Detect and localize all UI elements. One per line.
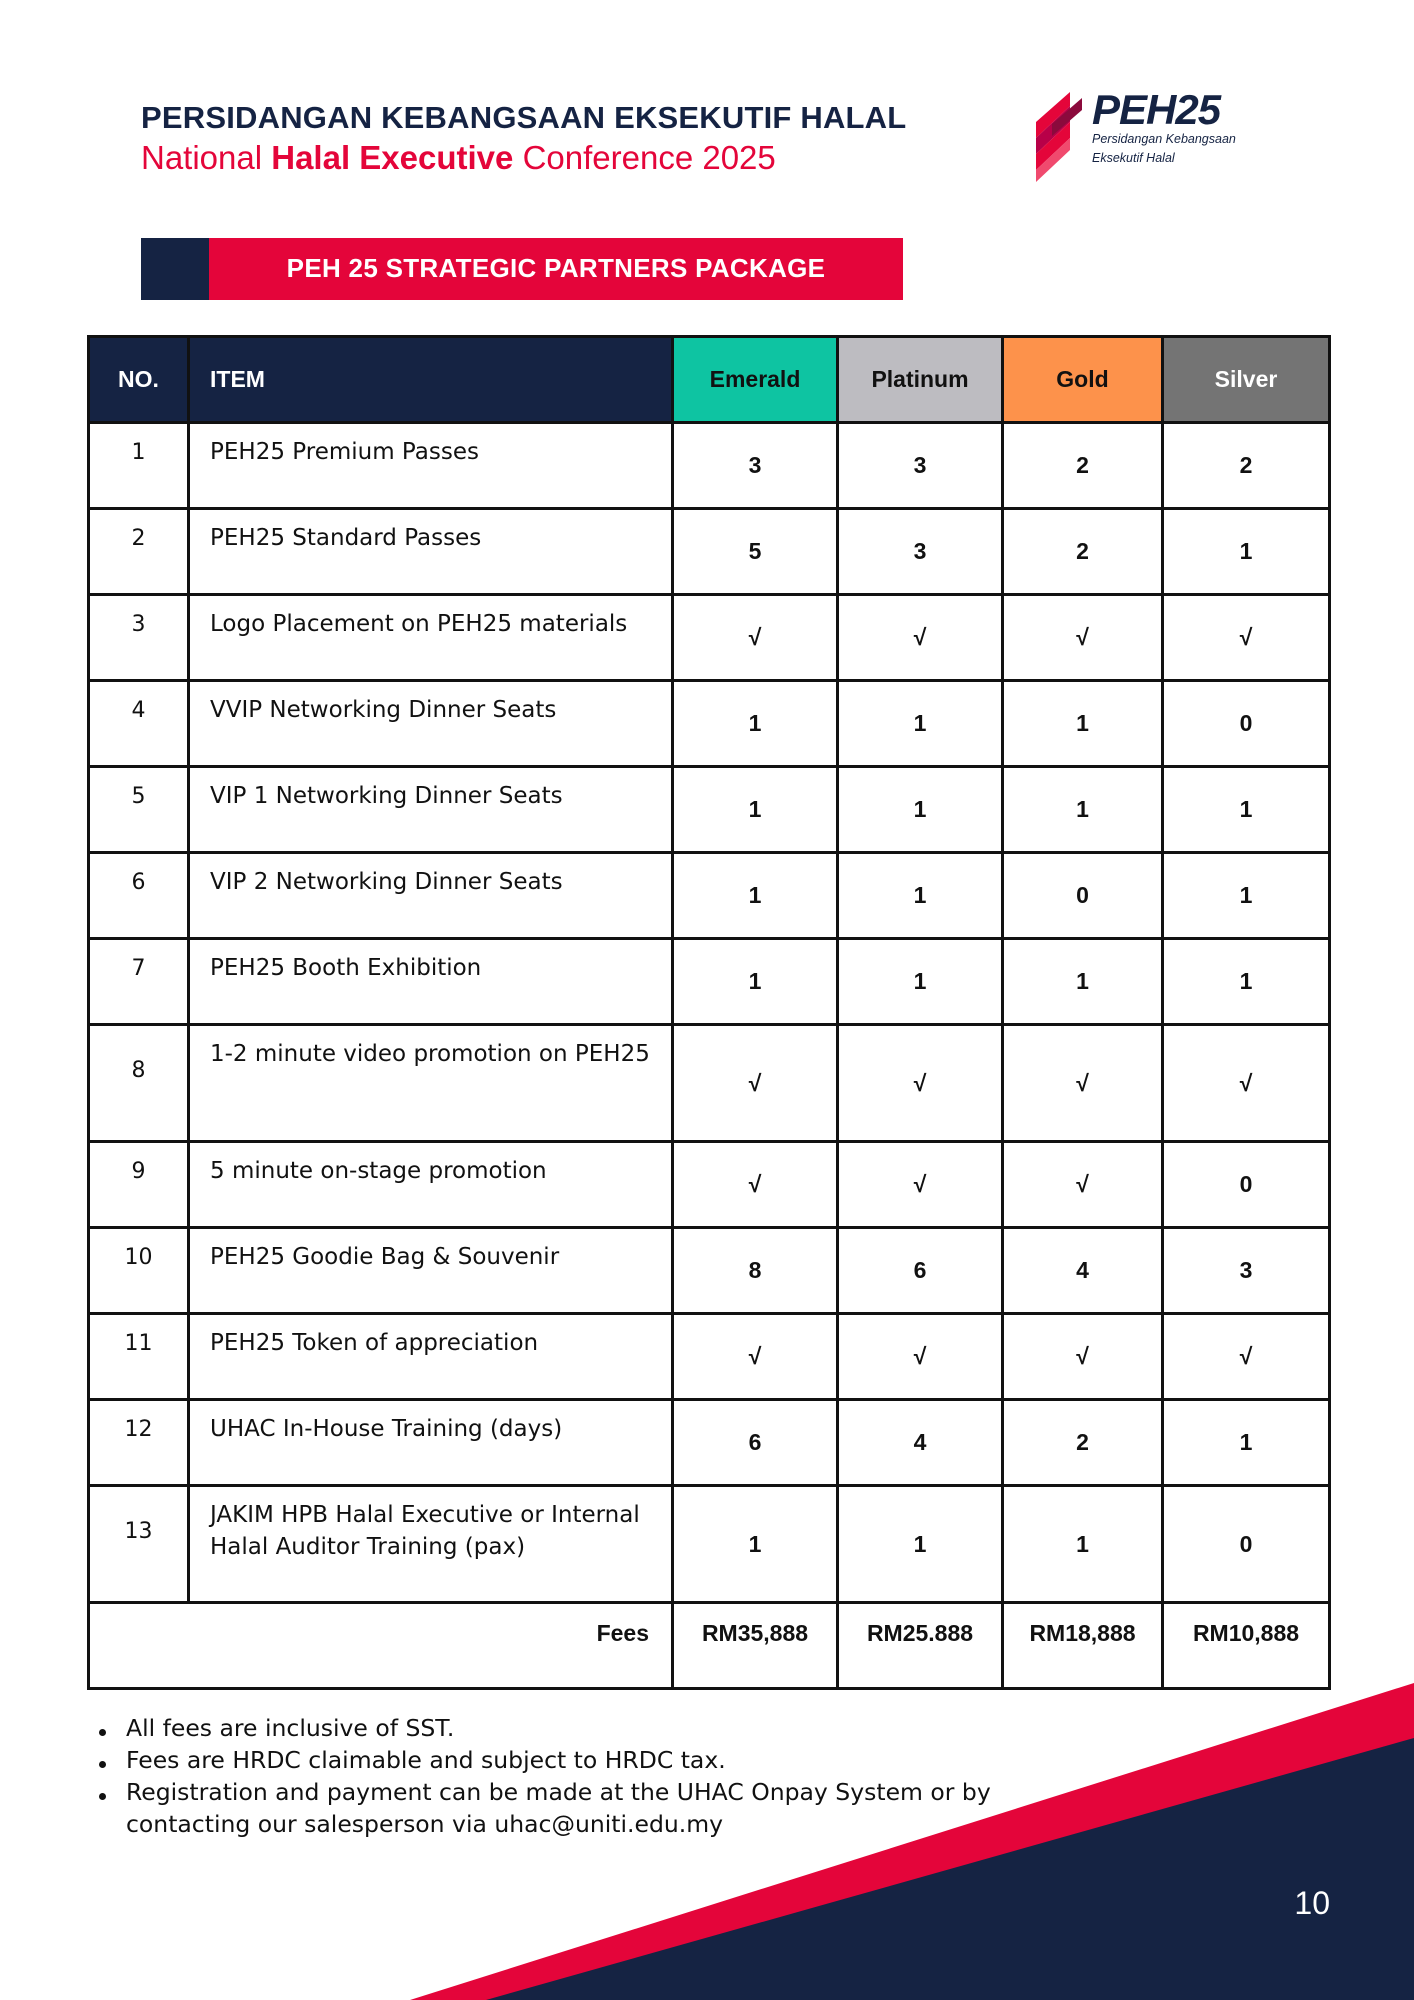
logo-tagline: [1092, 130, 1236, 168]
silver-value: 1: [1163, 509, 1330, 595]
row-item: PEH25 Goodie Bag & Souvenir: [189, 1228, 673, 1314]
silver-value: √: [1163, 1314, 1330, 1400]
emerald-value: 5: [673, 509, 838, 595]
gold-value: 1: [1003, 1486, 1163, 1603]
row-number: 4: [89, 681, 189, 767]
silver-value: 3: [1163, 1228, 1330, 1314]
page-number: 10: [1294, 1885, 1330, 1921]
row-number: 3: [89, 595, 189, 681]
emerald-value: 8: [673, 1228, 838, 1314]
row-item: PEH25 Booth Exhibition: [189, 939, 673, 1025]
header-emerald: Emerald: [673, 337, 838, 423]
platinum-fee: RM25.888: [838, 1603, 1003, 1689]
gold-value: 1: [1003, 767, 1163, 853]
silver-value: 1: [1163, 1400, 1330, 1486]
row-number: 13: [89, 1486, 189, 1603]
emerald-value: 3: [673, 423, 838, 509]
gold-value: 1: [1003, 681, 1163, 767]
platinum-value: 3: [838, 423, 1003, 509]
gold-value: √: [1003, 1314, 1163, 1400]
emerald-value: 1: [673, 767, 838, 853]
table-row: [89, 767, 1330, 853]
platinum-value: √: [838, 1025, 1003, 1142]
silver-value: 0: [1163, 1142, 1330, 1228]
table-row: [89, 1025, 1330, 1142]
row-number: 5: [89, 767, 189, 853]
table-row: [89, 509, 1330, 595]
table-header-row: [89, 337, 1330, 423]
platinum-value: 1: [838, 681, 1003, 767]
fees-row: [89, 1603, 1330, 1689]
platinum-value: 6: [838, 1228, 1003, 1314]
package-table: [87, 335, 1331, 1690]
row-number: 9: [89, 1142, 189, 1228]
row-number: 12: [89, 1400, 189, 1486]
platinum-value: √: [838, 1314, 1003, 1400]
row-item: UHAC In-House Training (days): [189, 1400, 673, 1486]
platinum-value: 1: [838, 853, 1003, 939]
row-number: 8: [89, 1025, 189, 1142]
logo-tagline-line2: Eksekutif Halal: [1092, 151, 1175, 165]
fee-notes: [126, 1712, 1026, 1840]
banner-title: PEH 25 STRATEGIC PARTNERS PACKAGE: [209, 238, 903, 300]
header-gold: Gold: [1003, 337, 1163, 423]
table-row: [89, 1400, 1330, 1486]
row-item: PEH25 Token of appreciation: [189, 1314, 673, 1400]
silver-fee: RM10,888: [1163, 1603, 1330, 1689]
platinum-value: 1: [838, 1486, 1003, 1603]
row-item: 1-2 minute video promotion on PEH25: [189, 1025, 673, 1142]
header-platinum: Platinum: [838, 337, 1003, 423]
platinum-value: 1: [838, 767, 1003, 853]
row-item: JAKIM HPB Halal Executive or Internal Halal Auditor Training (pax): [189, 1486, 673, 1603]
row-number: 7: [89, 939, 189, 1025]
gold-value: 2: [1003, 509, 1163, 595]
gold-value: 0: [1003, 853, 1163, 939]
emerald-value: √: [673, 1142, 838, 1228]
banner-accent: [141, 238, 209, 300]
row-number: 10: [89, 1228, 189, 1314]
row-number: 6: [89, 853, 189, 939]
header-item: ITEM: [189, 337, 673, 423]
emerald-value: 1: [673, 1486, 838, 1603]
silver-value: 1: [1163, 853, 1330, 939]
silver-value: 2: [1163, 423, 1330, 509]
table-row: [89, 853, 1330, 939]
page-subtitle: [141, 139, 776, 177]
note-item: Fees are HRDC claimable and subject to HRDC tax.: [126, 1744, 1026, 1776]
row-item: VIP 2 Networking Dinner Seats: [189, 853, 673, 939]
gold-value: 1: [1003, 939, 1163, 1025]
emerald-value: √: [673, 1025, 838, 1142]
silver-value: 0: [1163, 681, 1330, 767]
logo-wordmark: PEH25: [1092, 86, 1221, 133]
table-row: [89, 939, 1330, 1025]
row-item: PEH25 Premium Passes: [189, 423, 673, 509]
table-row: [89, 1314, 1330, 1400]
logo-tagline-line1: Persidangan Kebangsaan: [1092, 132, 1236, 146]
table-row: [89, 423, 1330, 509]
row-item: PEH25 Standard Passes: [189, 509, 673, 595]
gold-value: √: [1003, 595, 1163, 681]
emerald-value: 1: [673, 681, 838, 767]
silver-value: 1: [1163, 939, 1330, 1025]
row-number: 2: [89, 509, 189, 595]
silver-value: √: [1163, 1025, 1330, 1142]
gold-fee: RM18,888: [1003, 1603, 1163, 1689]
platinum-value: √: [838, 595, 1003, 681]
row-item: 5 minute on-stage promotion: [189, 1142, 673, 1228]
row-item: VVIP Networking Dinner Seats: [189, 681, 673, 767]
page-title: PERSIDANGAN KEBANGSAAN EKSEKUTIF HALAL: [141, 100, 907, 135]
gold-value: √: [1003, 1142, 1163, 1228]
silver-value: 1: [1163, 767, 1330, 853]
gold-value: 2: [1003, 423, 1163, 509]
table-row: [89, 595, 1330, 681]
platinum-value: 4: [838, 1400, 1003, 1486]
note-item: All fees are inclusive of SST.: [126, 1712, 1026, 1744]
gold-value: √: [1003, 1025, 1163, 1142]
note-item: Registration and payment can be made at the UHAC Onpay System or by contacting our salesperson via uhac@uniti.edu.my: [126, 1776, 1026, 1840]
platinum-value: √: [838, 1142, 1003, 1228]
peh25-logo: [1030, 86, 1280, 184]
emerald-value: 6: [673, 1400, 838, 1486]
platinum-value: 1: [838, 939, 1003, 1025]
silver-value: 0: [1163, 1486, 1330, 1603]
header-silver: Silver: [1163, 337, 1330, 423]
row-number: 1: [89, 423, 189, 509]
gold-value: 4: [1003, 1228, 1163, 1314]
table-row: [89, 1486, 1330, 1603]
table-row: [89, 1142, 1330, 1228]
header-no: NO.: [89, 337, 189, 423]
emerald-fee: RM35,888: [673, 1603, 838, 1689]
silver-value: √: [1163, 595, 1330, 681]
emerald-value: 1: [673, 939, 838, 1025]
subtitle-prefix: National: [141, 139, 263, 176]
row-number: 11: [89, 1314, 189, 1400]
fees-label: Fees: [89, 1603, 673, 1689]
platinum-value: 3: [838, 509, 1003, 595]
package-banner: [141, 238, 903, 300]
row-item: VIP 1 Networking Dinner Seats: [189, 767, 673, 853]
peh25-logo-mark-icon: [1030, 92, 1088, 182]
subtitle-emphasis: Halal Executive: [271, 139, 514, 176]
subtitle-suffix: Conference 2025: [522, 139, 776, 176]
emerald-value: √: [673, 595, 838, 681]
emerald-value: √: [673, 1314, 838, 1400]
gold-value: 2: [1003, 1400, 1163, 1486]
row-item: Logo Placement on PEH25 materials: [189, 595, 673, 681]
table-row: [89, 681, 1330, 767]
table-row: [89, 1228, 1330, 1314]
emerald-value: 1: [673, 853, 838, 939]
